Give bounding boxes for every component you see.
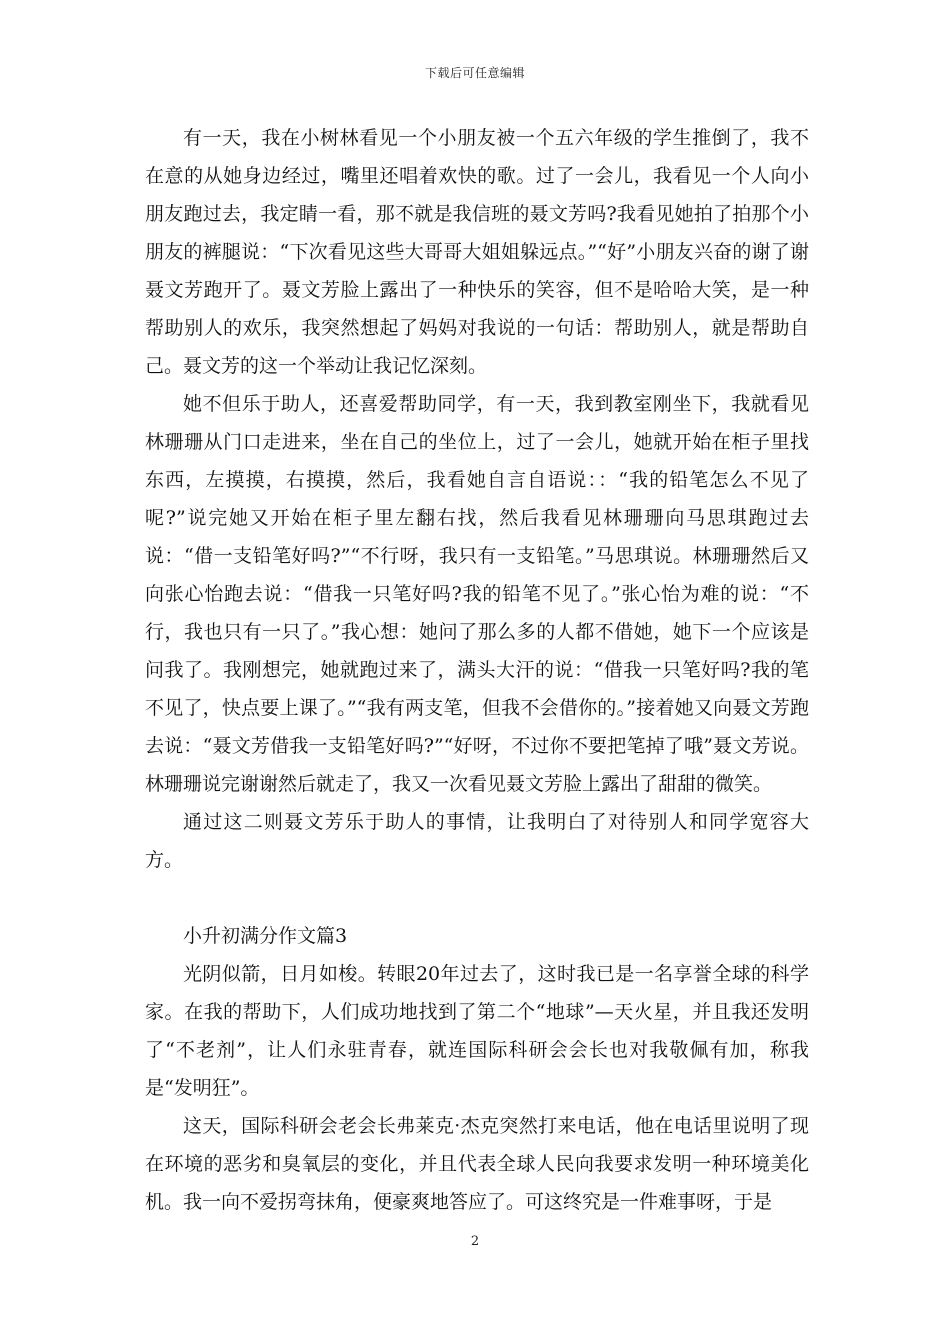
paragraph: 有一天，我在小树林看见一个小朋友被一个五六年级的学生推倒了，我不在意的从她身边经过，嘴里还唱着欢快的歌。过了一会儿，我看见一个人向小朋友跑过去，我定睛一看，那不就是我信班的聂文芳吗?我看见她拍了拍那个小朋友的裤腿说：“下次看见这些大哥哥大姐姐躲远点。”“好”小朋友兴奋的谢了谢聂文芳跑开了。聂文芳脸上露出了一种快乐的笑容，但不是哈哈大笑，是一种帮助别人的欢乐，我突然想起了妈妈对我说的一句话：帮助别人，就是帮助自己。聂文芳的这一个举动让我记忆深刻。: [145, 127, 809, 377]
page-number: 2: [470, 1234, 480, 1249]
paragraph: 她不但乐于助人，还喜爱帮助同学，有一天，我到教室刚坐下，我就看见林珊珊从门口走进来，坐在自己的坐位上，过了一会儿，她就开始在柜子里找东西，左摸摸，右摸摸，然后，我看她自言自语说：：“我的铅笔怎么不见了呢?”说完她又开始在柜子里左翻右找，然后我看见林珊珊向马思琪跑过去说：“借一支铅笔好吗?”“不行呀，我只有一支铅笔。”马思琪说。林珊珊然后又向张心怡跑去说：“借我一只笔好吗?我的铅笔不见了。”张心怡为难的说：“不行，我也只有一只了。”我心想：她问了那么多的人都不借她，她下一个应该是问我了。我刚想完，她就跑过来了，满头大汗的说：“借我一只笔好吗?我的笔不见了，快点要上课了。”“我有两支笔，但我不会借你的。”接着她又向聂文芳跑去说：“聂文芳借我一支铅笔好吗?”“好呀，不过你不要把笔掉了哦”聂文芳说。林珊珊说完谢谢然后就走了，我又一次看见聂文芳脸上露出了甜甜的微笑。: [145, 393, 809, 795]
paragraph: 这天，国际科研会老会长弗莱克·杰克突然打来电话，他在电话里说明了现在环境的恶劣和臭氧层的变化，并且代表全球人民向我要求发明一种环境美化机。我一向不爱拐弯抹角，便豪爽地答应了。可这终究是一件难事呀，于是: [145, 1115, 809, 1213]
paragraph: 光阴似箭，日月如梭。转眼20年过去了，这时我已是一名享誉全球的科学家。在我的帮助下，人们成功地找到了第二个“地球”—天火星，并且我还发明了“不老剂”，让人们永驻青春，就连国际科研会会长也对我敬佩有加，称我是“发明狂”。: [145, 963, 809, 1099]
page-header: 下载后可任意编辑: [424, 66, 525, 80]
paragraph: 通过这二则聂文芳乐于助人的事情，让我明白了对待别人和同学宽容大方。: [145, 811, 809, 871]
section-heading: 小升初满分作文篇3: [183, 925, 348, 947]
document-body: [145, 119, 809, 1221]
